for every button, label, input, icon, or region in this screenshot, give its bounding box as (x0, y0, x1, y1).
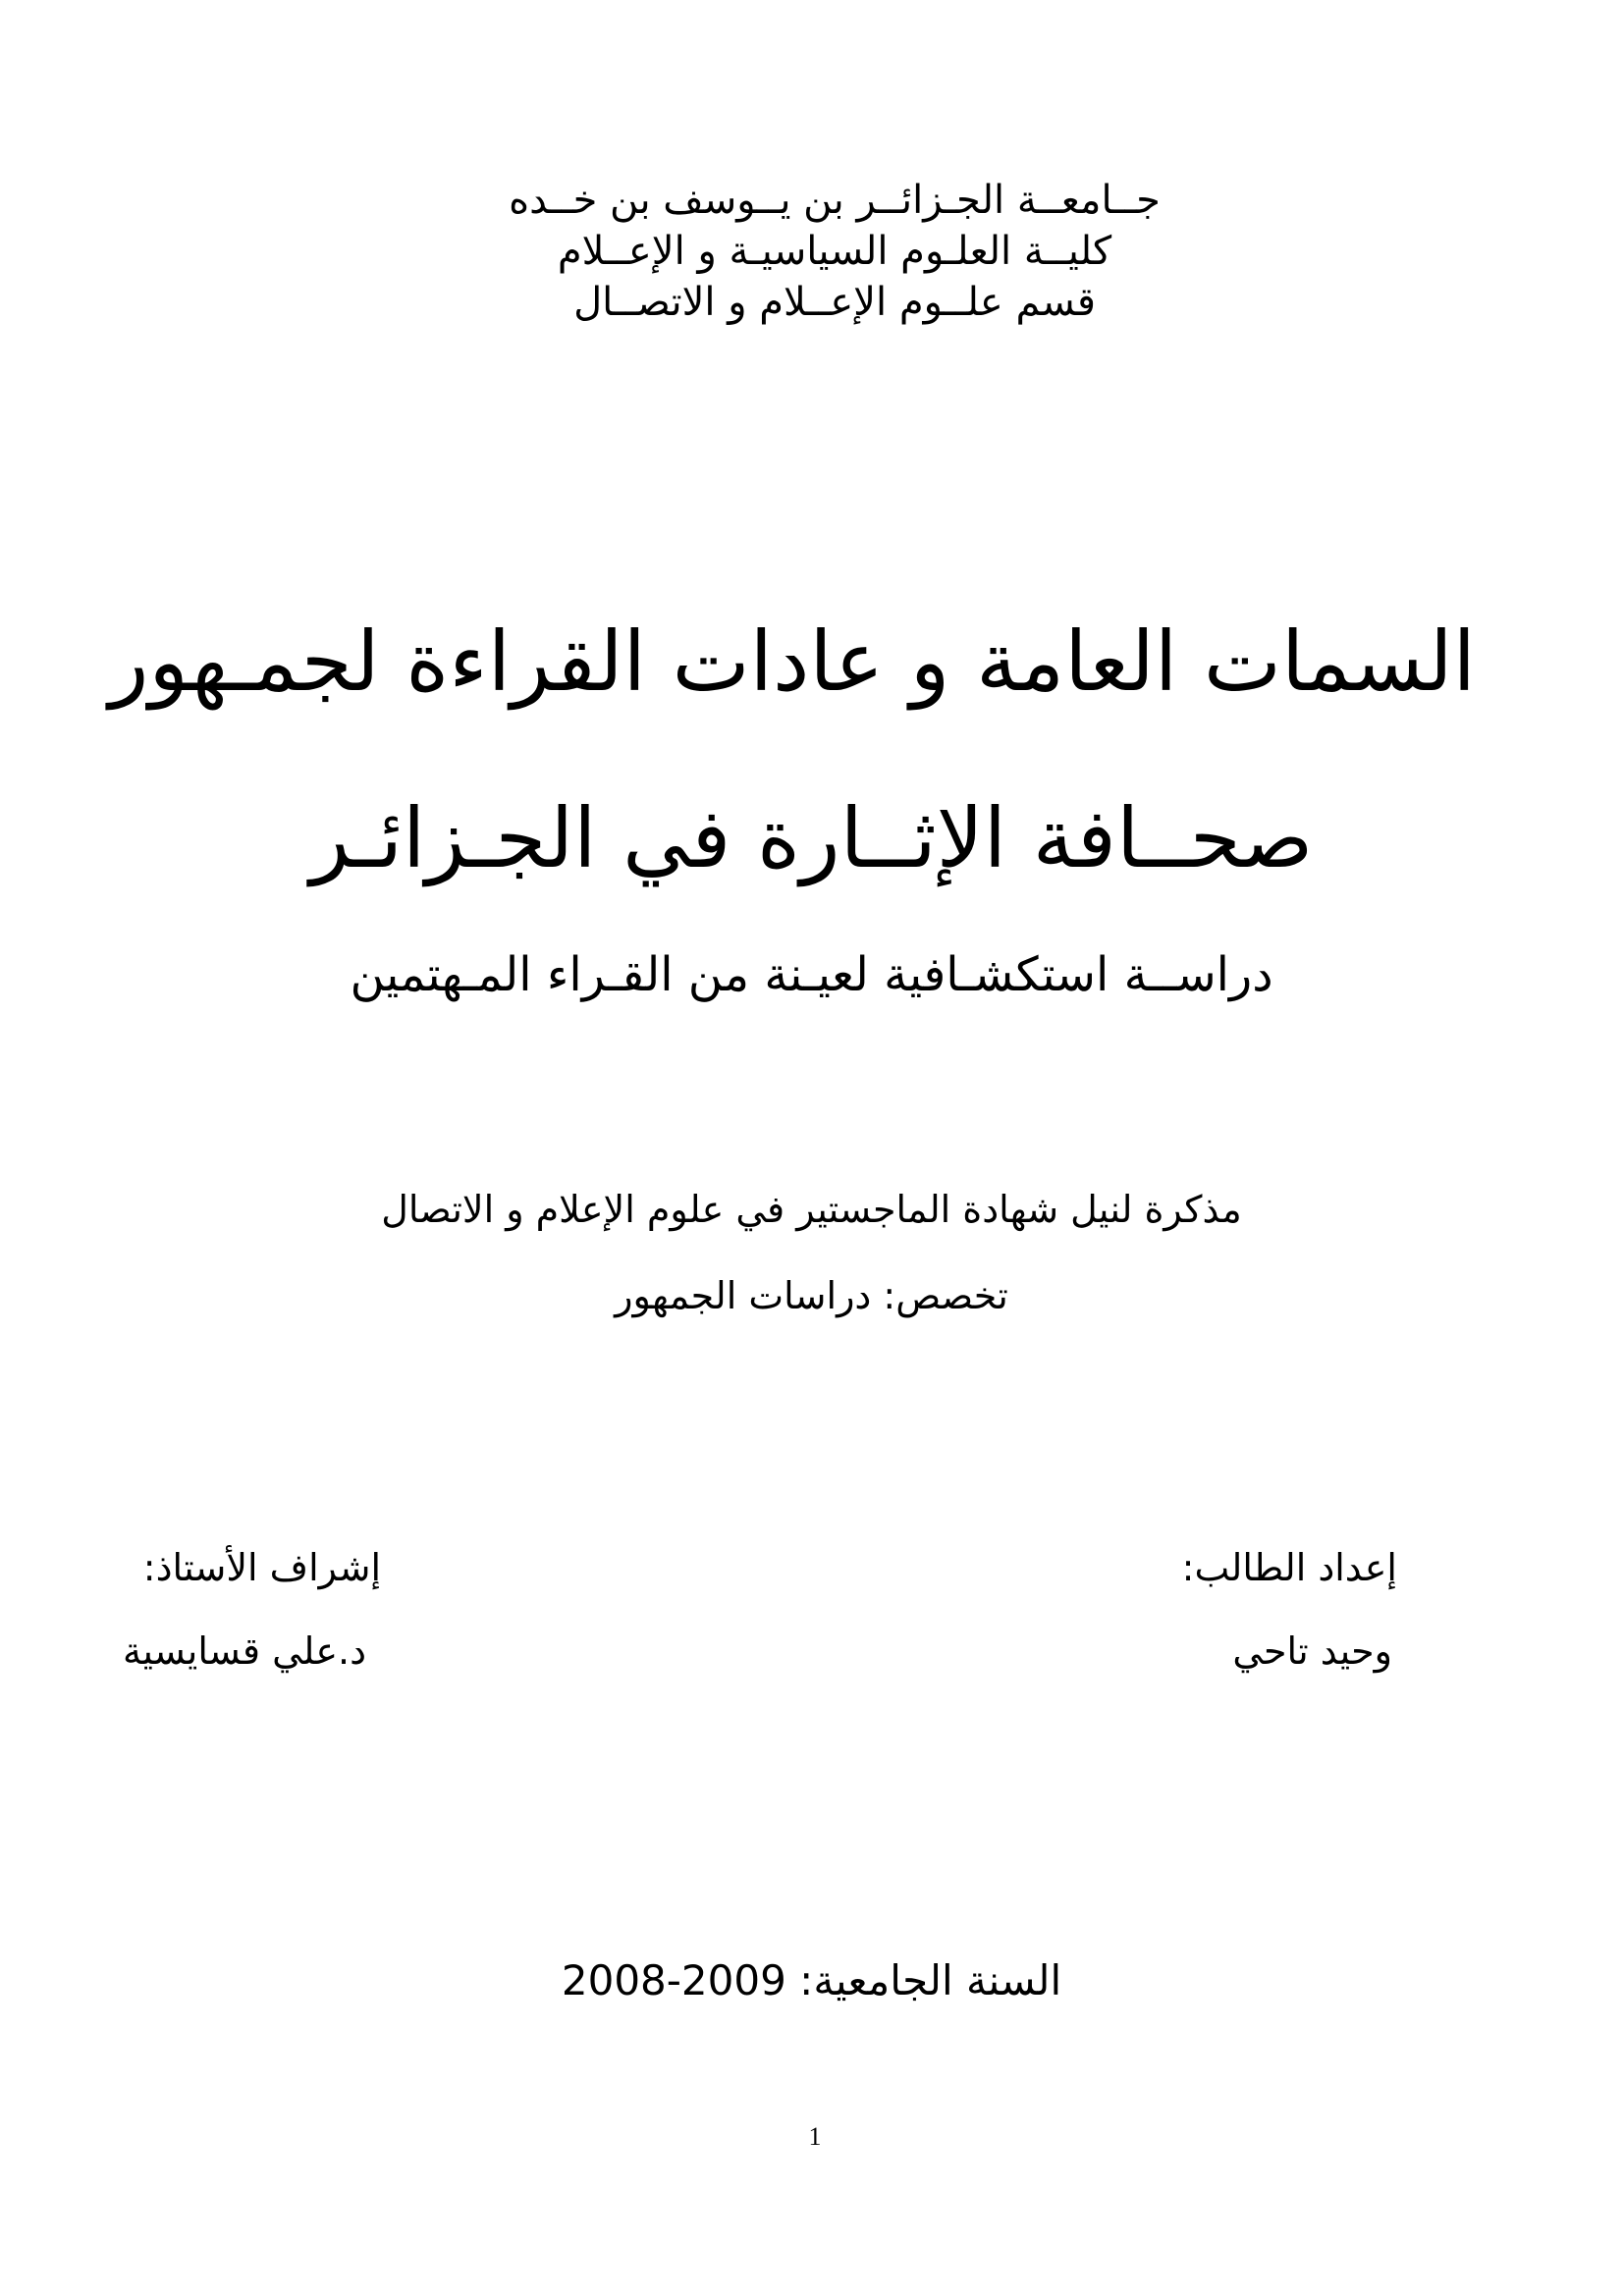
faculty-name: كليــة العلـوم السياسيـة و الإعــلام (557, 229, 1112, 274)
thesis-subtitle: دراســة استكشـافية لعيـنة من القـراء المـهتمين (350, 947, 1273, 1002)
student-name: وحيد تاحي (1232, 1629, 1392, 1673)
page-number: 1 (808, 2122, 822, 2151)
academic-year-label: السنة الجامعية: (799, 1956, 1062, 2004)
supervisor-name: د.علي قسايسية (123, 1629, 366, 1673)
specialization: تخصص: دراسات الجمهور (615, 1274, 1008, 1317)
prepared-by-label: إعداد الطالب: (1181, 1546, 1397, 1589)
supervision-label: إشراف الأستاذ: (142, 1546, 381, 1589)
thesis-title-line-2: صحــافة الإثــارة في الجـزائـر (309, 790, 1314, 886)
academic-year-value: 2008-2009 (561, 1956, 786, 2004)
thesis-title-line-1: السمات العامة و عادات القراءة لجمـهور (108, 614, 1476, 710)
academic-year (442, 1956, 1181, 2004)
institution-header (461, 175, 1208, 328)
degree-statement: مذكرة لنيل شهادة الماجستير في علوم الإعلام و الاتصال (381, 1188, 1242, 1231)
department-name: قسم علــوم الإعــلام و الاتصــال (573, 280, 1096, 325)
university-name: جــامعــة الجـزائــر بن يــوسف بن خــده (509, 178, 1161, 223)
